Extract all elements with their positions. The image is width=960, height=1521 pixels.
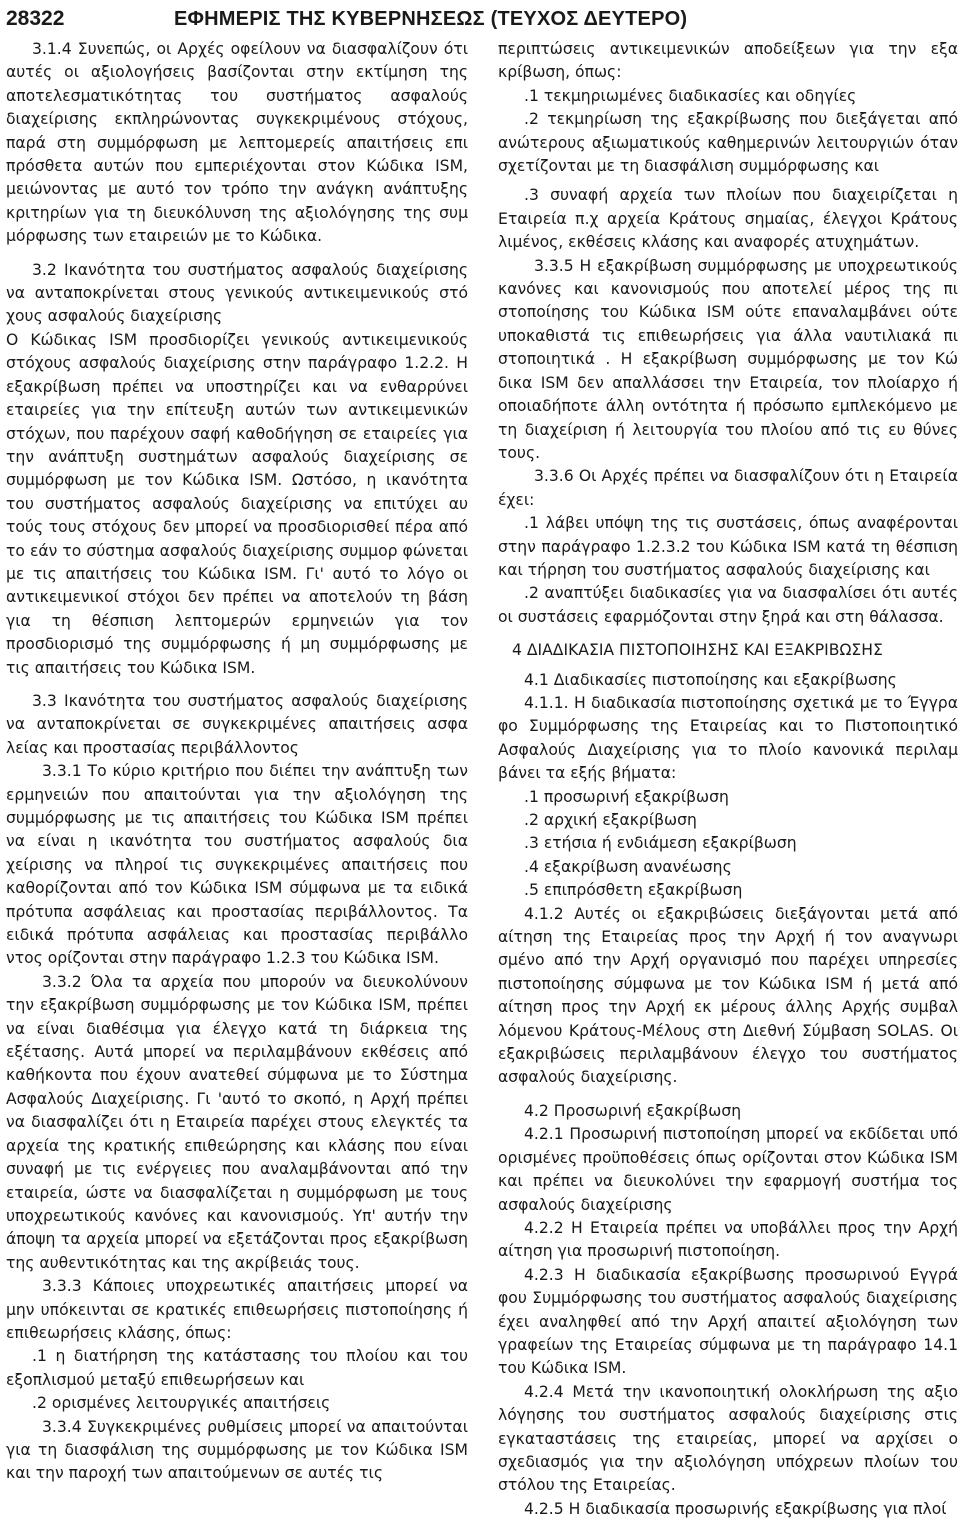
paragraph-4-2-5: 4.2.5 Η διαδικασία προσωρινής εξακρίβωσης για πλοί bbox=[524, 1499, 947, 1518]
section-4-1-heading: 4.1 Διαδικασίες πιστοποίησης και εξακρίβωσης bbox=[524, 670, 897, 689]
paragraph-4-2-1: 4.2.1 Προσωρινή πιστοποίηση μπορεί να εκδίδεται υπό ορισμένες προϋποθέσεις όπως ορίζονται στον Κώδικα ISM και πρέπει να διευκολύνει την εφαρμογή συστήμα τος ασφαλούς διαχείρισης bbox=[498, 1125, 958, 1214]
paragraph-4-2-4: 4.2.4 Μετά την ικανοποιητική ολοκλήρωση της αξιο λόγησης του συστήματος ασφαλούς διαχείρισης στις εγκαταστάσεις της εταιρείας, μπορεί να αρχίσει ο σχεδιασμός για την αξιολόγηση υπόχρεων πλοίων του στόλου της Εταιρείας. bbox=[498, 1382, 958, 1495]
paragraph-3-3-4: 3.3.4 Συγκεκριμένες ρυθμίσεις μπορεί να απαιτούνται για τη διασφάλιση της συμμόρφωσης με τον Κώδικα ISM και την παροχή των απαιτούμενων σε αυτές τις bbox=[6, 1417, 468, 1483]
list-item: .2 αναπτύξει διαδικασίες για να διασφαλίσει ότι αυτές οι συστάσεις εφαρμόζονται στην ξηρά και στη θάλασσα. bbox=[498, 584, 958, 626]
paragraph-4-2-3: 4.2.3 Η διαδικασία εξακρίβωσης προσωρινού Εγγρά φου Συμμόρφωσης του συστήματος ασφαλούς διαχείρισης έχει αναληφθεί από την Αρχή απαιτεί αξιολόγηση των γραφείων της Εταιρείας σύμφωνα με τη παράγραφο 14.1 του Κώδικα ISM. bbox=[498, 1265, 958, 1378]
paragraph-4-1-2: 4.1.2 Αυτές οι εξακριβώσεις διεξάγονται μετά από αίτηση της Εταιρείας προς την Αρχή ή τον αναγνωρι σμένο από την Αρχή οργανισμό που παρέχει υπηρεσίες πιστοποίησης σύμφωνα με τον Κώδικα ISM ή μετά από αίτηση προς την Αρχή εκ μέρους άλλης Αρχής συμβαλ λόμενου Κράτους-Μέλους στη Διεθνή Σύμβαση SOLAS. Οι εξακριβώσεις περιλαμβάνουν έλεγχο του συστήματος ασφαλούς διαχείρισης. bbox=[498, 904, 958, 1087]
list-item: .2 αρχική εξακρίβωση bbox=[524, 811, 697, 829]
list-item: .3 ετήσια ή ενδιάμεση εξακρίβωση bbox=[524, 834, 797, 853]
page-number: 28322 bbox=[6, 7, 65, 30]
list-item: .1 λάβει υπόψη της τις συστάσεις, όπως αναφέρονται στην παράγραφο 1.2.3.2 του Κώδικα ISM κατά τη θέσπιση και τήρηση του συστήματος ασφαλούς διαχείρισης και bbox=[498, 514, 958, 579]
section-3-2-heading: 3.2 Ικανότητα του συστήματος ασφαλούς διαχείρισης να ανταποκρίνεται στους γενικούς αντικειμενικούς στό χους ασφαλούς διαχείρισης bbox=[6, 260, 468, 326]
paragraph-continuation: περιπτώσεις αντικειμενικών αποδείξεων για την εξα κρίβωση, όπως: bbox=[498, 40, 958, 82]
paragraph-3-3-3: 3.3.3 Κάποιες υποχρεωτικές απαιτήσεις μπορεί να μην υπόκεινται σε κρατικές επιθεωρήσεις πιστοποίησης ή επιθεωρήσεις κλάσης, όπως: bbox=[6, 1277, 468, 1342]
paragraph-4-1-1: 4.1.1. Η διαδικασία πιστοποίησης σχετικά με το Έγγρα φο Συμμόρφωσης της Εταιρείας και το Πιστοποιητικό Ασφαλούς Διαχείρισης για το πλοίο κανονικά περιλαμ βάνει τα εξής βήματα: bbox=[498, 693, 958, 783]
paragraph-4-2-2: 4.2.2 Η Εταιρεία πρέπει να υποβάλλει προς την Αρχή αίτηση για προσωρινή πιστοποίηση. bbox=[498, 1218, 958, 1261]
list-item: .5 επιπρόσθετη εξακρίβωση bbox=[524, 881, 743, 900]
list-item: .2 ορισμένες λειτουργικές απαιτήσεις bbox=[32, 1394, 331, 1413]
list-item: .1 προσωρινή εξακρίβωση bbox=[524, 787, 729, 806]
list-item: .2 τεκμηρίωση της εξακρίβωσης που διεξάγεται από ανώτερους αξιωματικούς καθημερινών λειτουργιών όταν σχετίζονται με τη διασφάλιση συμμόρφωσης και bbox=[498, 110, 958, 176]
section-4-heading: 4 ΔΙΑΔΙΚΑΣΙΑ ΠΙΣΤΟΠΟΙΗΣΗΣ ΚΑΙ ΕΞΑΚΡΙΒΩΣΗΣ bbox=[512, 641, 883, 660]
gazette-title: ΕΦΗΜΕΡΙΣ ΤΗΣ ΚΥΒΕΡΝΗΣΕΩΣ (ΤΕΥΧΟΣ ΔΕΥΤΕΡΟ) bbox=[174, 7, 688, 30]
list-item: .1 τεκμηριωμένες διαδικασίες και οδηγίες bbox=[524, 86, 857, 105]
page-header bbox=[6, 2, 956, 36]
paragraph-3-3-1: 3.3.1 Το κύριο κριτήριο που διέπει την ανάπτυξη των ερμηνειών που απαιτούνται για την αξιολόγηση της συμμόρφωσης με τις απαιτήσεις του Κώδικα ISM πρέπει να είναι η ικανότητα του συστήματος ασφαλούς δια χείρισης να πληροί τις συγκεκριμένες απαιτήσεις που καθορίζονται από τον Κώδικα ISM σύμφωνα με τα ειδικά πρότυπα ασφάλειας και προστασίας περιβάλλοντος. Τα ειδικά πρότυπα ασφάλειας και προστασίας περιβάλλο ντος ορίζονται στην παράγραφο 1.2.3 του Κώδικα ISM. bbox=[6, 762, 468, 968]
list-item: .3 συναφή αρχεία των πλοίων που διαχειρίζεται η Εταιρεία π.χ αρχεία Κράτους σημαίας, έλεγχοι Κράτους λιμένος, εκθέσεις κλάσης και αναφορές ατυχημάτων. bbox=[498, 186, 958, 252]
paragraph-3-3-6: 3.3.6 Οι Αρχές πρέπει να διασφαλίζουν ότι η Εταιρεία έχει: bbox=[498, 467, 958, 509]
paragraph-3-3-5: 3.3.5 Η εξακρίβωση συμμόρφωσης με υποχρεωτικούς κανόνες και κανονισμούς που αποτελεί μέρος της πι στοποίησης του Κώδικα ISM ούτε επαναλαμβάνει ούτε υποκαθιστά τις επιθεωρήσεις για άλλα ναυτιλιακά πι στοποιητικά . Η εξακρίβωση συμμόρφωσης με τον Κώ δικα ISM δεν απαλλάσσει την Εταιρεία, τον πλοίαρχο ή οποιαδήποτε άλλη οντότητα ή πρόσωπο εμπλεκόμενο με τη διαχείριση ή λειτουργία του πλοίου από τις ευ θύνες τους. bbox=[498, 256, 958, 462]
list-item: .1 η διατήρηση της κατάστασης του πλοίου και του εξοπλισμού μεταξύ επιθεωρήσεων και bbox=[6, 1347, 468, 1389]
paragraph-3-1-4: 3.1.4 Συνεπώς, οι Αρχές οφείλουν να διασφαλίζουν ότι αυτές οι αξιολογήσεις βασίζονται στην εκτίμηση της αποτελεσματικότητας του συστήματος ασφαλούς διαχείρισης εκπληρώνοντας συγκεκριμένους στόχους, παρά στη συμμόρφωση με λεπτομερείς απαιτήσεις επι πρόσθετα αυτών που εμπεριέχονται στον Κώδικα ISM, μειώνοντας με αυτό τον τρόπο την ανάγκη ανάπτυξης κριτηρίων για τη διευκόλυνση της αξιολόγησης της συμ μόρφωσης των εταιρειών με το Κώδικα. bbox=[6, 40, 468, 246]
paragraph-3-3-2: 3.3.2 Όλα τα αρχεία που μπορούν να διευκολύνουν την εξακρίβωση συμμόρφωσης με τον Κώδικα ISM, πρέπει να είναι διαθέσιμα για έλεγχο κατά τη διάρκεια της εξέτασης. Αυτά μπορεί να περιλαμβάνουν εκθέσεις από καθήκοντα που έχουν ανατεθεί σύμφωνα με το Σύστημα Ασφαλούς Διαχείρισης. Γι 'αυτό το σκοπό, η Αρχή πρέπει να διασφαλίζει ότι η Εταιρεία παρέχει στους ελεγκτές τα αρχεία της κρατικής επιθεώρησης και κλάσης που είναι συναφή με τις ενέργειες που αναλαμβάνονται από την εταιρεία, ώστε να διασφαλίζεται η συμμόρφωση με τους υποχρεωτικούς κανόνες και κανονισμούς. Υπ' αυτήν την άποψη τα αρχεία μπορεί να εξετάζονται προς εξακρίβωση της αυθεντικότητας και της ακρίβειάς τους. bbox=[6, 972, 468, 1272]
paragraph-3-2-body: Ο Κώδικας ISM προσδιορίζει γενικούς αντικειμενικούς στόχους ασφαλούς διαχείρισης στην παράγραφο 1.2.2. Η εξακρίβωση πρέπει να υποστηρίζει και να ενθαρρύνει εταιρείες για την επίτευξη αυτών των αντικειμενικών στόχων, που παρέχουν σαφή καθοδήγηση σε εταιρείες για την ανάπτυξη συστημάτων ασφαλούς διαχείρισης σε συμμόρφωση με τον Κώδικα ISM. Ωστόσο, η ικανότητα του συστήματος ασφαλούς διαχείρισης να επιτύχει αυ τούς τους στόχους δεν μπορεί να προσδιορισθεί πέρα από το εάν το σύστημα ασφαλούς διαχείρισης συμμορ φώνεται με τις απαιτήσεις του Κώδικα ISM. Γι' αυτό το λόγο οι αντικειμενικοί στόχοι δεν πρέπει να αποτελούν τη βάση για τη θέσπιση λεπτομερών ερμηνειών για τον προσδιορισμό της συμμόρφωσης ή μη συμμόρφωσης με τις απαιτήσεις του Κώδικα ISM. bbox=[6, 330, 468, 677]
left-column bbox=[6, 38, 468, 1486]
section-3-3-heading: 3.3 Ικανότητα του συστήματος ασφαλούς διαχείρισης να ανταποκρίνεται σε συγκεκριμένες απαιτήσεις ασφα λείας και προστασίας περιβάλλοντος bbox=[6, 691, 468, 757]
list-item: .4 εξακρίβωση ανανέωσης bbox=[524, 857, 732, 876]
section-4-2-heading: 4.2 Προσωρινή εξακρίβωση bbox=[524, 1101, 742, 1120]
right-column bbox=[498, 38, 958, 1521]
